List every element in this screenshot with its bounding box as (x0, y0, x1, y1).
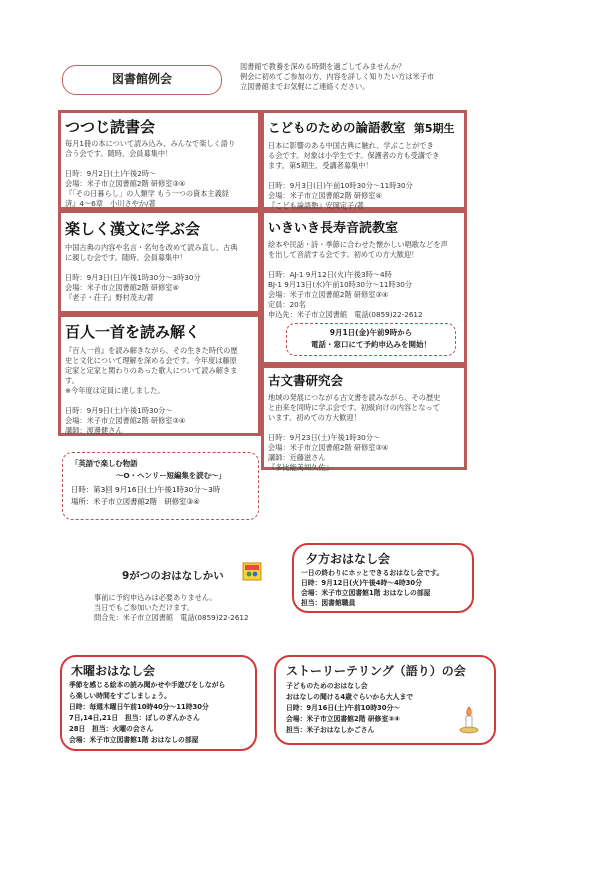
komonjo-body (268, 393, 464, 473)
notice-line: 電話・窓口にて予約申込みを開始！ (311, 340, 431, 349)
body-line: 会場：米子市立図書館2階 研修室③④ (65, 416, 186, 425)
body-line (268, 423, 464, 433)
body-line: 会場：米子市立図書館2階 研修室④ (65, 283, 179, 292)
body-line: 済』4～6章 小川さやか/著 (65, 199, 156, 208)
body-line: 申込先：米子市立図書館 電話(0859)22-2612 (268, 310, 423, 319)
body-line: 日時：9月2日(土)午後2時～ (65, 169, 157, 178)
book-icon (242, 560, 262, 582)
body-line: ます。第5期生、受講者募集中！ (268, 161, 373, 170)
body-line: 史と文化について理解を深める会です。今年度は藤原 (65, 356, 237, 365)
body-line: BJ-1 9月13日(水)午前10時30分～11時30分 (268, 280, 413, 289)
intro-line: 図書館で教養を深める時間を過ごしてみませんか？ (240, 62, 406, 71)
rongo-badge: 第5期生 (413, 122, 455, 135)
ohanashi-info (94, 593, 249, 623)
choju-title: いきいき長寿音読教室 (268, 221, 399, 236)
tsutsuji-body (65, 139, 257, 209)
reservation-notice (286, 323, 456, 356)
mokuyo-box (60, 655, 257, 751)
eigo-subtitle: ～O・ヘンリー短編集を読む～」 (116, 471, 226, 480)
komonjo-title: 古文書研究会 (268, 373, 344, 388)
body-line (65, 263, 257, 273)
intro-line: 立図書館までお気軽にご連絡ください。 (240, 82, 370, 91)
body-line: 会場：米子市立図書館2階 研修室③④ (268, 443, 389, 452)
mokuyo-body (69, 680, 225, 746)
body-line (268, 171, 464, 181)
body-line: 日時：9月3日(日)午後1時30分～3時30分 (65, 273, 201, 282)
body-line: 『こども論語塾』安岡定子/著 (268, 201, 364, 210)
body-line: おはなしの聞ける4歳ぐらいから大人まで (286, 693, 414, 701)
body-line: 『「その日暮らし」の人類学 もう一つの資本主義経 (65, 189, 229, 198)
body-line: る会です。対象は小学生です。保護者の方も受講でき (268, 151, 440, 160)
story-title: ストーリーテリング（語り）の会 (286, 664, 466, 678)
body-line: す。 (65, 376, 79, 385)
body-line: 担当：図書館職員 (301, 599, 356, 607)
body-line: 講師：近藤滋さん (268, 453, 326, 462)
book-icon-label (202, 560, 203, 561)
eigo-place: 場所：米子市立図書館2階 研修室③④ (71, 497, 200, 506)
intro-text (240, 62, 434, 92)
body-line: 日本に影響のある中国古典に触れ、学ぶことができ (268, 141, 434, 150)
body-line (65, 159, 257, 169)
body-line: 合う会です。随時、会員募集中！ (65, 149, 173, 158)
body-line: 日時：9月23日(土)午後1時30分～ (268, 433, 381, 442)
body-line: 会場：米子市立図書館2階 研修室③④ (65, 179, 186, 188)
tsutsuji-title: つつじ読書会 (65, 118, 156, 136)
body-line: 日時：9月9日(土)午後1時30分～ (65, 406, 173, 415)
body-line: 季節を感じる絵本の読み聞かせや手遊びをしながら (69, 681, 226, 689)
body-line: 一日の終わりにホッとできるおはなし会です。 (301, 569, 444, 577)
body-line: 講師：渡邊健さん (65, 426, 123, 435)
body-line: 会場：米子市立図書館2階 研修室④ (268, 191, 382, 200)
body-line: 『百人一首』を読み解きながら、その生きた時代の歴 (65, 346, 238, 355)
body-line (268, 260, 464, 270)
body-line: 子どものためのおはなし会 (286, 682, 368, 690)
notice-line: 9月1日(金)午前9時から (329, 328, 413, 337)
body-line: と由来を同時に学ぶ会です。初級向けの内容となって (268, 403, 440, 412)
ohanashi-heading: 9がつのおはなしかい (122, 570, 224, 582)
komonjo-box (261, 365, 467, 470)
info-line: 当日でもご参加いただけます。 (94, 603, 195, 612)
story-body (286, 681, 413, 736)
choju-box (261, 210, 467, 365)
tsutsuji-box (58, 110, 261, 210)
body-line: ら楽しい時間をすごしましょう。 (69, 692, 171, 700)
hyakunin-title: 百人一首を読み解く (65, 323, 201, 341)
rongo-title (268, 118, 455, 136)
hyakunin-body (65, 346, 257, 436)
intro-line: 例会に初めてご参加の方、内容を詳しく知りたい方は米子市 (240, 72, 435, 81)
body-line: 会場：米子市立図書館1階 おはなしの部屋 (69, 736, 199, 744)
section-title: 図書館例会 (111, 72, 172, 86)
candle-icon (458, 705, 480, 735)
body-line: 中国古典の内容や名言・名句を改めて読み直し、古典 (65, 243, 238, 252)
body-line: 日時：9月12日(火)午後4時～4時30分 (301, 579, 422, 587)
hyakunin-box (58, 314, 261, 436)
body-line: ※今年度は定員に達しました。 (65, 386, 165, 395)
body-line: 日時：毎週木曜日午前10時40分～11時30分 (69, 703, 209, 711)
body-line: 『老子・荘子』野村茂夫/著 (65, 293, 154, 302)
body-line: 毎月1冊の本について読み込み、みんなで楽しく語り (65, 139, 236, 148)
body-line: 7日,14日,21日 担当：ぼしのぎんかさん (69, 714, 200, 722)
yugata-title: 夕方おはなし会 (306, 552, 391, 566)
body-line: 地域の発展につながる古文書を読みながら、その歴史 (268, 393, 441, 402)
yugata-box (292, 543, 474, 613)
body-line: 日時：9月16日(土)午前10時30分～ (286, 704, 401, 712)
body-line: に親しむ会です。随時、会員募集中！ (65, 253, 187, 262)
kanbun-body (65, 243, 257, 303)
eigo-title: 「英語で楽しむ物語 (71, 459, 138, 468)
rongo-box (261, 110, 467, 210)
body-line: 定員：20名 (268, 300, 306, 309)
rongo-body (268, 141, 464, 211)
body-line: 会場：米子市立図書館2階 研修室③④ (286, 715, 400, 723)
kanbun-title: 楽しく漢文に学ぶ会 (65, 220, 201, 238)
mokuyo-title: 木曜おはなし会 (71, 664, 156, 678)
body-line: 担当：米子おはなしかごさん (286, 726, 375, 734)
body-line: 絵本や民話・詩・季節に合わせた懐かしい唱歌などを声 (268, 240, 448, 249)
eigo-box (62, 452, 259, 520)
body-line: 日時：9月3日(日)午前10時30分～11時30分 (268, 181, 413, 190)
choju-body (268, 240, 464, 320)
kanbun-box (58, 210, 261, 314)
body-line: 定家と定家と関わりのあった歌人について読み解きま (65, 366, 238, 375)
body-line: 28日 担当：火曜の会さん (69, 725, 154, 733)
yugata-body (301, 568, 443, 608)
body-line: 『多比能美知久佐』 (268, 463, 333, 472)
body-line: います。初めての方大歓迎！ (268, 413, 361, 422)
body-line: 日時：AJ-1 9月12日(火)午後3時～4時 (268, 270, 392, 279)
info-line: 問合先：米子市立図書館 電話(0859)22-2612 (94, 613, 249, 622)
body-line: 会場：米子市立図書館2階 研修室③④ (268, 290, 389, 299)
info-line: 事前に予約申込みは必要ありません。 (94, 593, 217, 602)
body-line (65, 396, 257, 406)
eigo-date: 日時：第3回 9月16日(土)午後1時30分～3時 (71, 485, 221, 494)
section-header (62, 65, 222, 95)
body-line: 会場：米子市立図書館1階 おはなしの部屋 (301, 589, 431, 597)
story-box (274, 655, 496, 745)
rongo-title-text: こどものための論語教室 (268, 120, 406, 135)
body-line: を出して音読する会です。初めての方大歓迎！ (268, 250, 419, 259)
